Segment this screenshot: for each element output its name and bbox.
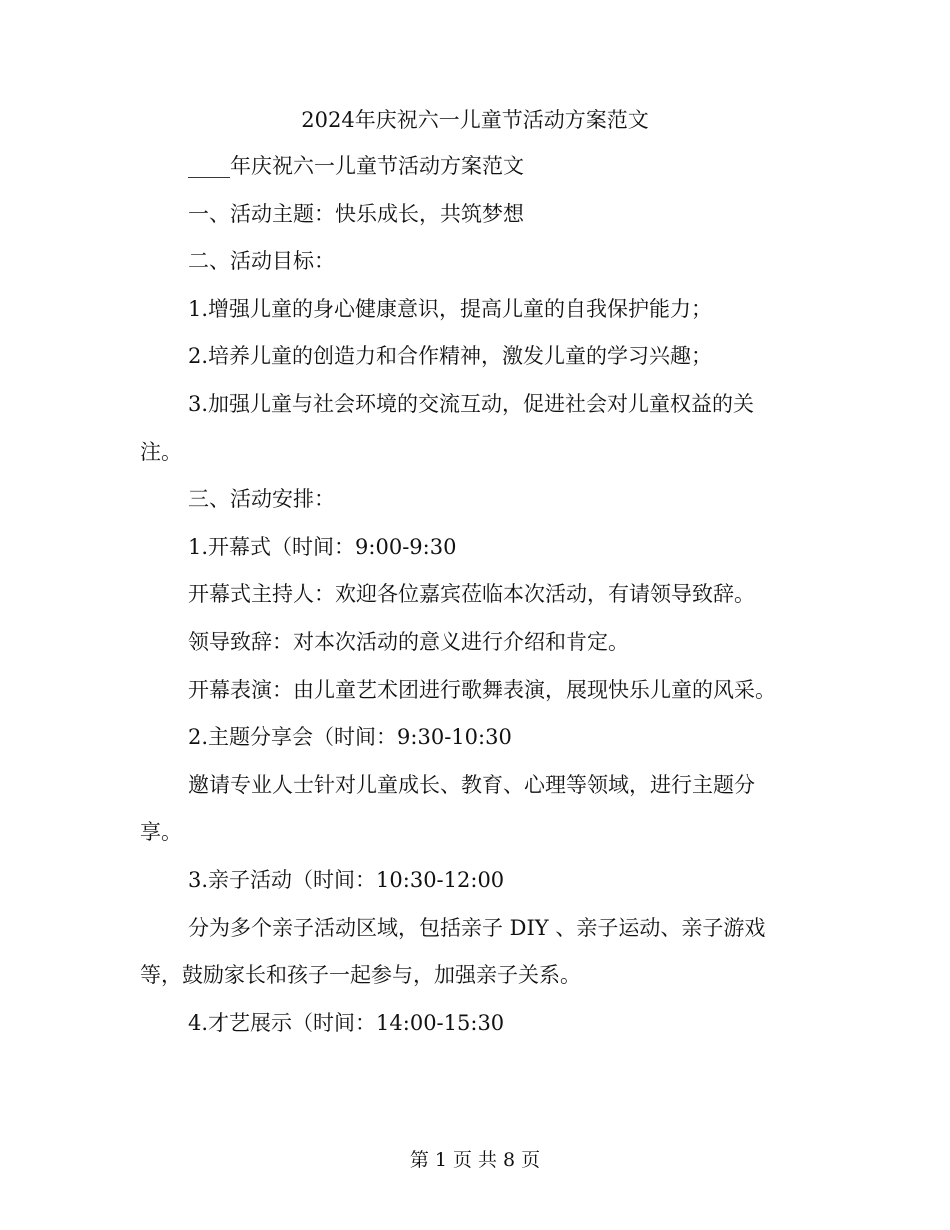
paragraph-opening-show: 开幕表演：由儿童艺术团进行歌舞表演，展现快乐儿童的风采。 [188, 677, 776, 702]
paragraph-talent-show: 4.才艺展示（时间：14:00-15:30 [188, 1010, 505, 1035]
paragraph-goals-heading: 二、活动目标： [188, 249, 335, 274]
paragraph-heading-repeat: ____年庆祝六一儿童节活动方案范文 [188, 154, 524, 178]
paragraph-sharing-desc-line-2: 享。 [140, 820, 182, 845]
paragraph-sharing-desc-line-1: 邀请专业人士针对儿童成长、教育、心理等领域，进行主题分 [188, 772, 755, 797]
paragraph-goal-3-line-2: 注。 [140, 439, 182, 464]
paragraph-goal-2: 2.培养儿童的创造力和合作精神，激发儿童的学习兴趣； [188, 344, 713, 369]
paragraph-parent-child: 3.亲子活动（时间：10:30-12:00 [188, 867, 505, 892]
paragraph-host: 开幕式主持人：欢迎各位嘉宾莅临本次活动，有请领导致辞。 [188, 582, 755, 607]
paragraph-schedule-heading: 三、活动安排： [188, 487, 335, 512]
paragraph-parent-child-desc-line-1: 分为多个亲子活动区域，包括亲子 DIY 、亲子运动、亲子游戏 [188, 915, 766, 940]
paragraph-goal-3-line-1: 3.加强儿童与社会环境的交流互动，促进社会对儿童权益的关 [188, 391, 755, 416]
paragraph-theme: 一、活动主题：快乐成长，共筑梦想 [188, 201, 524, 226]
paragraph-goal-1: 1.增强儿童的身心健康意识，提高儿童的自我保护能力； [188, 296, 713, 321]
page-indicator: 第 1 页 共 8 页 [409, 1149, 541, 1171]
paragraph-opening: 1.开幕式（时间：9:00-9:30 [188, 534, 457, 559]
document-title: 2024年庆祝六一儿童节活动方案范文 [301, 108, 649, 132]
paragraph-parent-child-desc-line-2: 等，鼓励家长和孩子一起参与，加强亲子关系。 [140, 963, 581, 988]
paragraph-leader-speech: 领导致辞：对本次活动的意义进行介绍和肯定。 [188, 629, 629, 654]
document-body [140, 150, 800, 1040]
paragraph-sharing-session: 2.主题分享会（时间：9:30-10:30 [188, 725, 512, 750]
